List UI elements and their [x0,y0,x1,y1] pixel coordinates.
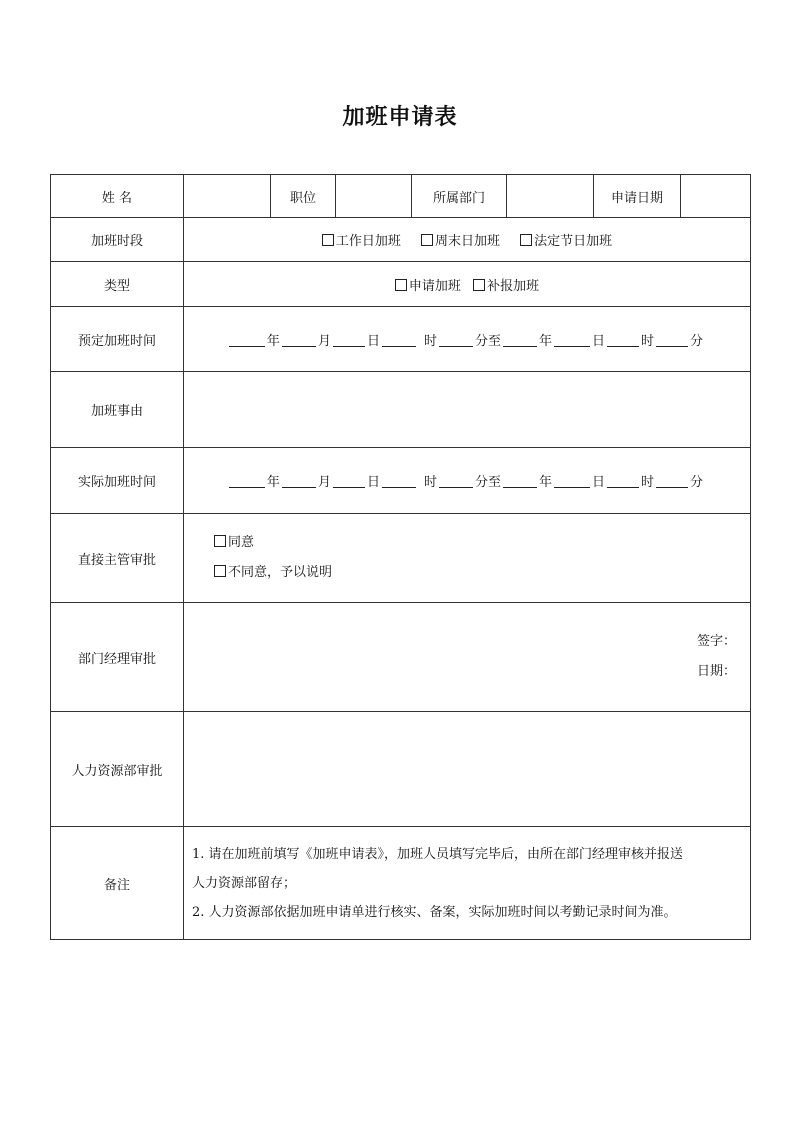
notes-label: 备注 [51,827,184,940]
overtime-form-table [50,174,751,940]
option-agree[interactable]: 同意 [214,528,750,558]
checkbox-icon [520,234,532,246]
position-field[interactable] [336,175,412,218]
period-options [184,218,751,262]
date-field[interactable] [681,175,751,218]
note-line: 1. 请在加班前填写《加班申请表》，加班人员填写完毕后，由所在部门经理审核并报送 [192,846,684,862]
checkbox-icon [473,279,485,291]
name-label: 姓 名 [51,175,184,218]
checkbox-icon [214,535,226,547]
notes-content [184,827,751,940]
note-line: 人力资源部留存； [192,875,297,891]
sign-date-label: 日期： [696,664,736,679]
option-disagree[interactable]: 不同意，予以说明 [214,558,750,588]
page-title: 加班申请表 [342,104,458,130]
department-label: 所属部门 [412,175,507,218]
type-options [184,262,751,307]
option-workday[interactable]: 工作日加班 [322,230,401,249]
manager-approval[interactable] [184,603,751,712]
note-line: 2. 人力资源部依据加班申请单进行核实、备案，实际加班时间以考勤记录时间为准。 [192,904,677,920]
checkbox-icon [322,234,334,246]
option-retroactive[interactable]: 补报加班 [473,275,539,294]
option-apply[interactable]: 申请加班 [395,275,461,294]
actual-time-field[interactable]: 年 月 日 时 分至 年 日 时 分 [184,448,751,514]
planned-time-label: 预定加班时间 [51,307,184,372]
sign-label: 签字： [696,634,736,649]
type-label: 类型 [51,262,184,307]
option-weekend[interactable]: 周末日加班 [421,230,500,249]
reason-label: 加班事由 [51,372,184,448]
checkbox-icon [395,279,407,291]
date-label: 申请日期 [594,175,681,218]
option-holiday[interactable]: 法定节日加班 [520,230,612,249]
checkbox-icon [214,565,226,577]
actual-time-label: 实际加班时间 [51,448,184,514]
period-label: 加班时段 [51,218,184,262]
supervisor-label: 直接主管审批 [51,514,184,603]
manager-label: 部门经理审批 [51,603,184,712]
hr-label: 人力资源部审批 [51,712,184,827]
reason-field[interactable] [184,372,751,448]
name-field[interactable] [184,175,271,218]
planned-time-field[interactable]: 年 月 日 时 分至 年 日 时 分 [184,307,751,372]
checkbox-icon [421,234,433,246]
department-field[interactable] [507,175,594,218]
position-label: 职位 [271,175,336,218]
supervisor-approval [184,514,751,603]
hr-approval[interactable] [184,712,751,827]
